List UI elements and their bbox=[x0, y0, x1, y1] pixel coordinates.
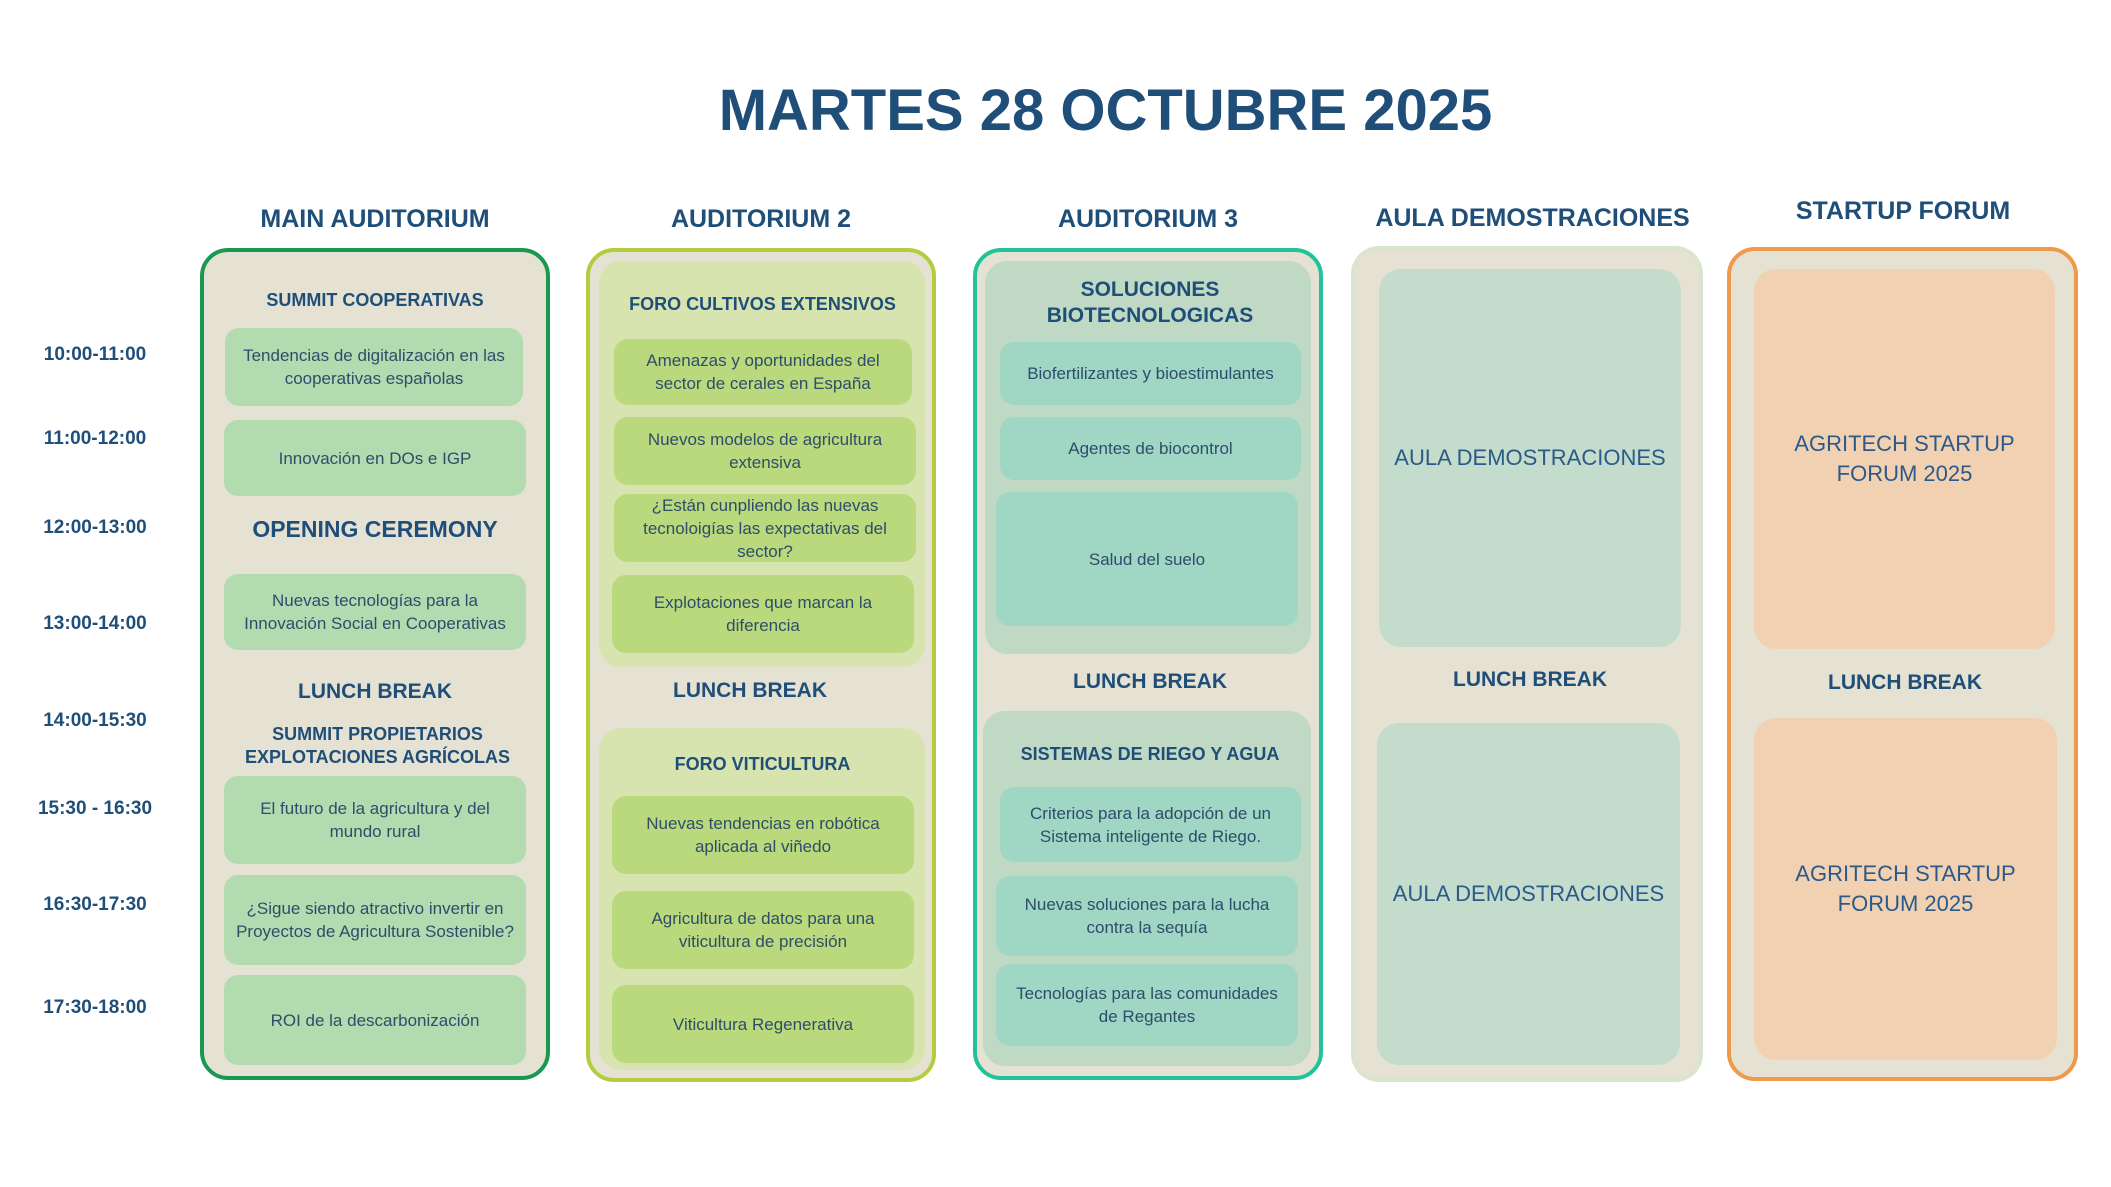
session-card[interactable]: Viticultura Regenerativa bbox=[612, 985, 914, 1063]
column-header-auditorium-2: AUDITORIUM 2 bbox=[670, 204, 852, 233]
lunch-break-label: LUNCH BREAK bbox=[1073, 670, 1227, 693]
session-card[interactable]: Biofertilizantes y bioestimulantes bbox=[1000, 342, 1301, 405]
column-header-startup-forum: STARTUP FORUM bbox=[1795, 196, 2011, 225]
session-card[interactable]: ROI de la descarbonización bbox=[224, 975, 526, 1065]
time-label: 12:00-13:00 bbox=[43, 517, 147, 538]
session-card[interactable]: Criterios para la adopción de un Sistema inteligente de Riego. bbox=[1000, 787, 1301, 862]
demo-block[interactable]: AULA DEMOSTRACIONES bbox=[1379, 269, 1681, 647]
demo-block[interactable]: AULA DEMOSTRACIONES bbox=[1377, 723, 1680, 1065]
session-card[interactable]: Agentes de biocontrol bbox=[1000, 417, 1301, 480]
summit-label: SUMMIT COOPERATIVAS bbox=[266, 289, 484, 310]
session-card[interactable]: Tendencias de digitalización en las cooperativas españolas bbox=[225, 328, 523, 406]
group-label: SISTEMAS DE RIEGO Y AGUA bbox=[1020, 743, 1280, 764]
session-card[interactable]: Amenazas y oportunidades del sector de cerales en España bbox=[614, 339, 912, 405]
time-label: 14:00-15:30 bbox=[43, 710, 147, 731]
column-header-auditorium-3: AUDITORIUM 3 bbox=[1057, 204, 1239, 233]
lunch-break-label: LUNCH BREAK bbox=[673, 679, 827, 702]
time-label: 10:00-11:00 bbox=[43, 344, 147, 365]
time-label: 13:00-14:00 bbox=[43, 613, 147, 634]
session-card[interactable]: Nuevas tendencias en robótica aplicada al viñedo bbox=[612, 796, 914, 874]
session-card[interactable]: Salud del suelo bbox=[996, 492, 1298, 626]
time-label: 16:30-17:30 bbox=[43, 894, 147, 915]
lunch-break-label: LUNCH BREAK bbox=[298, 680, 452, 703]
startup-forum-block[interactable]: AGRITECH STARTUP FORUM 2025 bbox=[1754, 269, 2055, 649]
group-label: SOLUCIONES BIOTECNOLOGICAS bbox=[1046, 278, 1254, 327]
startup-forum-block[interactable]: AGRITECH STARTUP FORUM 2025 bbox=[1754, 718, 2057, 1060]
session-card[interactable]: Nuevas tecnologías para la Innovación Social en Cooperativas bbox=[224, 574, 526, 650]
session-card[interactable]: ¿Están cunpliendo las nuevas tecnoloigías las expectativas del sector? bbox=[614, 494, 916, 562]
lunch-break-label: LUNCH BREAK bbox=[1453, 668, 1607, 691]
time-label: 17:30-18:00 bbox=[43, 997, 147, 1018]
page-title: MARTES 28 OCTUBRE 2025 bbox=[718, 77, 1493, 143]
session-card[interactable]: Nuevas soluciones para la lucha contra la sequía bbox=[996, 876, 1298, 956]
session-card[interactable]: Nuevos modelos de agricultura extensiva bbox=[614, 417, 916, 485]
time-label: 11:00-12:00 bbox=[43, 428, 147, 449]
session-card[interactable]: Innovación en DOs e IGP bbox=[224, 420, 526, 496]
summit-label: SUMMIT PROPIETARIOS EXPLOTACIONES AGRÍCOLAS bbox=[244, 724, 511, 767]
column-header-main-auditorium: MAIN AUDITORIUM bbox=[260, 204, 490, 233]
lunch-break-label: LUNCH BREAK bbox=[1828, 671, 1982, 694]
session-card[interactable]: El futuro de la agricultura y del mundo rural bbox=[224, 776, 526, 864]
forum-label: FORO VITICULTURA bbox=[674, 753, 851, 774]
session-card[interactable]: Tecnologías para las comunidades de Regantes bbox=[996, 964, 1298, 1046]
session-card[interactable]: Explotaciones que marcan la diferencia bbox=[612, 575, 914, 653]
forum-label: FORO CULTIVOS EXTENSIVOS bbox=[629, 293, 896, 314]
opening-ceremony-label: OPENING CEREMONY bbox=[252, 516, 498, 542]
session-card[interactable]: ¿Sigue siendo atractivo invertir en Proyectos de Agricultura Sostenible? bbox=[224, 875, 526, 965]
time-label: 15:30 - 16:30 bbox=[37, 798, 153, 819]
session-card[interactable]: Agricultura de datos para una viticultura de precisión bbox=[612, 891, 914, 969]
column-header-aula-demostraciones: AULA DEMOSTRACIONES bbox=[1375, 203, 1690, 232]
